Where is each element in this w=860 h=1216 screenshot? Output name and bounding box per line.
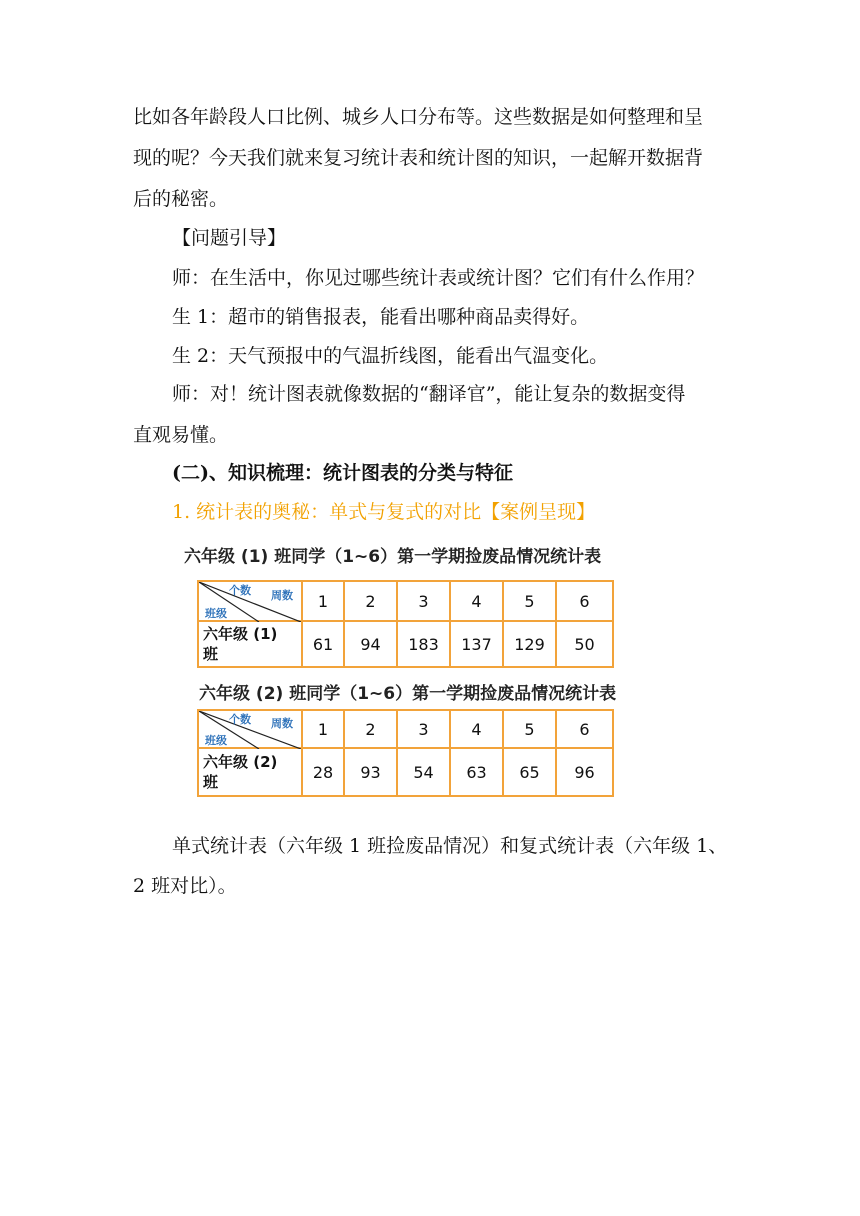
guide-heading: 【问题引导】 (172, 227, 287, 249)
value-cell: 94 (344, 621, 397, 667)
value-cell: 183 (397, 621, 450, 667)
intro-line-3: 后的秘密。 (133, 188, 229, 210)
week-header: 3 (397, 710, 450, 748)
value-cell: 54 (397, 748, 450, 796)
intro-line-1: 比如各年龄段人口比例、城乡人口分布等。这些数据是如何整理和呈 (133, 106, 704, 128)
subsection-heading (172, 498, 595, 526)
teacher-question: 师：在生活中，你见过哪些统计表或统计图？它们有什么作用？ (172, 267, 705, 289)
value-cell: 65 (503, 748, 556, 796)
week-header: 1 (302, 581, 344, 621)
summary-line-1: 单式统计表（六年级 1 班捡废品情况）和复式统计表（六年级 1、 (172, 835, 728, 857)
corner-label-count: 个数 (229, 584, 251, 597)
teacher-answer-line-2: 直观易懂。 (133, 424, 229, 446)
week-header: 5 (503, 581, 556, 621)
row-label: 六年级 (1) 班 (198, 621, 302, 667)
value-cell: 61 (302, 621, 344, 667)
value-cell: 93 (344, 748, 397, 796)
teacher-answer-line-1: 师：对！统计图表就像数据的“翻译官”，能让复杂的数据变得 (172, 383, 686, 405)
corner-label-count: 个数 (229, 713, 251, 726)
week-header: 4 (450, 581, 503, 621)
value-cell: 28 (302, 748, 344, 796)
table-2-title: 六年级 (2) 班同学（1~6）第一学期捡废品情况统计表 (199, 684, 617, 704)
week-header: 4 (450, 710, 503, 748)
subsection-tag: 【案例呈现】 (481, 501, 596, 523)
value-cell: 129 (503, 621, 556, 667)
row-label: 六年级 (2) 班 (198, 748, 302, 796)
corner-label-class: 班级 (205, 607, 227, 620)
week-header: 5 (503, 710, 556, 748)
table-2-corner-cell (198, 710, 302, 748)
table-2 (197, 709, 614, 797)
week-header: 2 (344, 710, 397, 748)
student-2-answer: 生 2：天气预报中的气温折线图，能看出气温变化。 (172, 345, 609, 367)
corner-label-week: 周数 (271, 717, 293, 730)
week-header: 6 (556, 710, 613, 748)
value-cell: 50 (556, 621, 613, 667)
table-row (198, 621, 613, 667)
student-1-answer: 生 1：超市的销售报表，能看出哪种商品卖得好。 (172, 306, 590, 328)
value-cell: 96 (556, 748, 613, 796)
table-1 (197, 580, 614, 668)
table-1-corner-cell (198, 581, 302, 621)
table-row (198, 748, 613, 796)
week-header: 6 (556, 581, 613, 621)
summary-line-2: 2 班对比）。 (133, 875, 237, 897)
week-header: 3 (397, 581, 450, 621)
week-header: 1 (302, 710, 344, 748)
corner-label-week: 周数 (271, 589, 293, 602)
section-heading: (二)、知识梳理：统计图表的分类与特征 (172, 462, 513, 484)
subsection-main: 1. 统计表的奥秘：单式与复式的对比 (172, 501, 482, 523)
table-1-title: 六年级 (1) 班同学（1~6）第一学期捡废品情况统计表 (184, 547, 602, 567)
week-header: 2 (344, 581, 397, 621)
value-cell: 63 (450, 748, 503, 796)
corner-label-class: 班级 (205, 734, 227, 747)
value-cell: 137 (450, 621, 503, 667)
intro-line-2: 现的呢？今天我们就来复习统计表和统计图的知识，一起解开数据背 (133, 147, 704, 169)
